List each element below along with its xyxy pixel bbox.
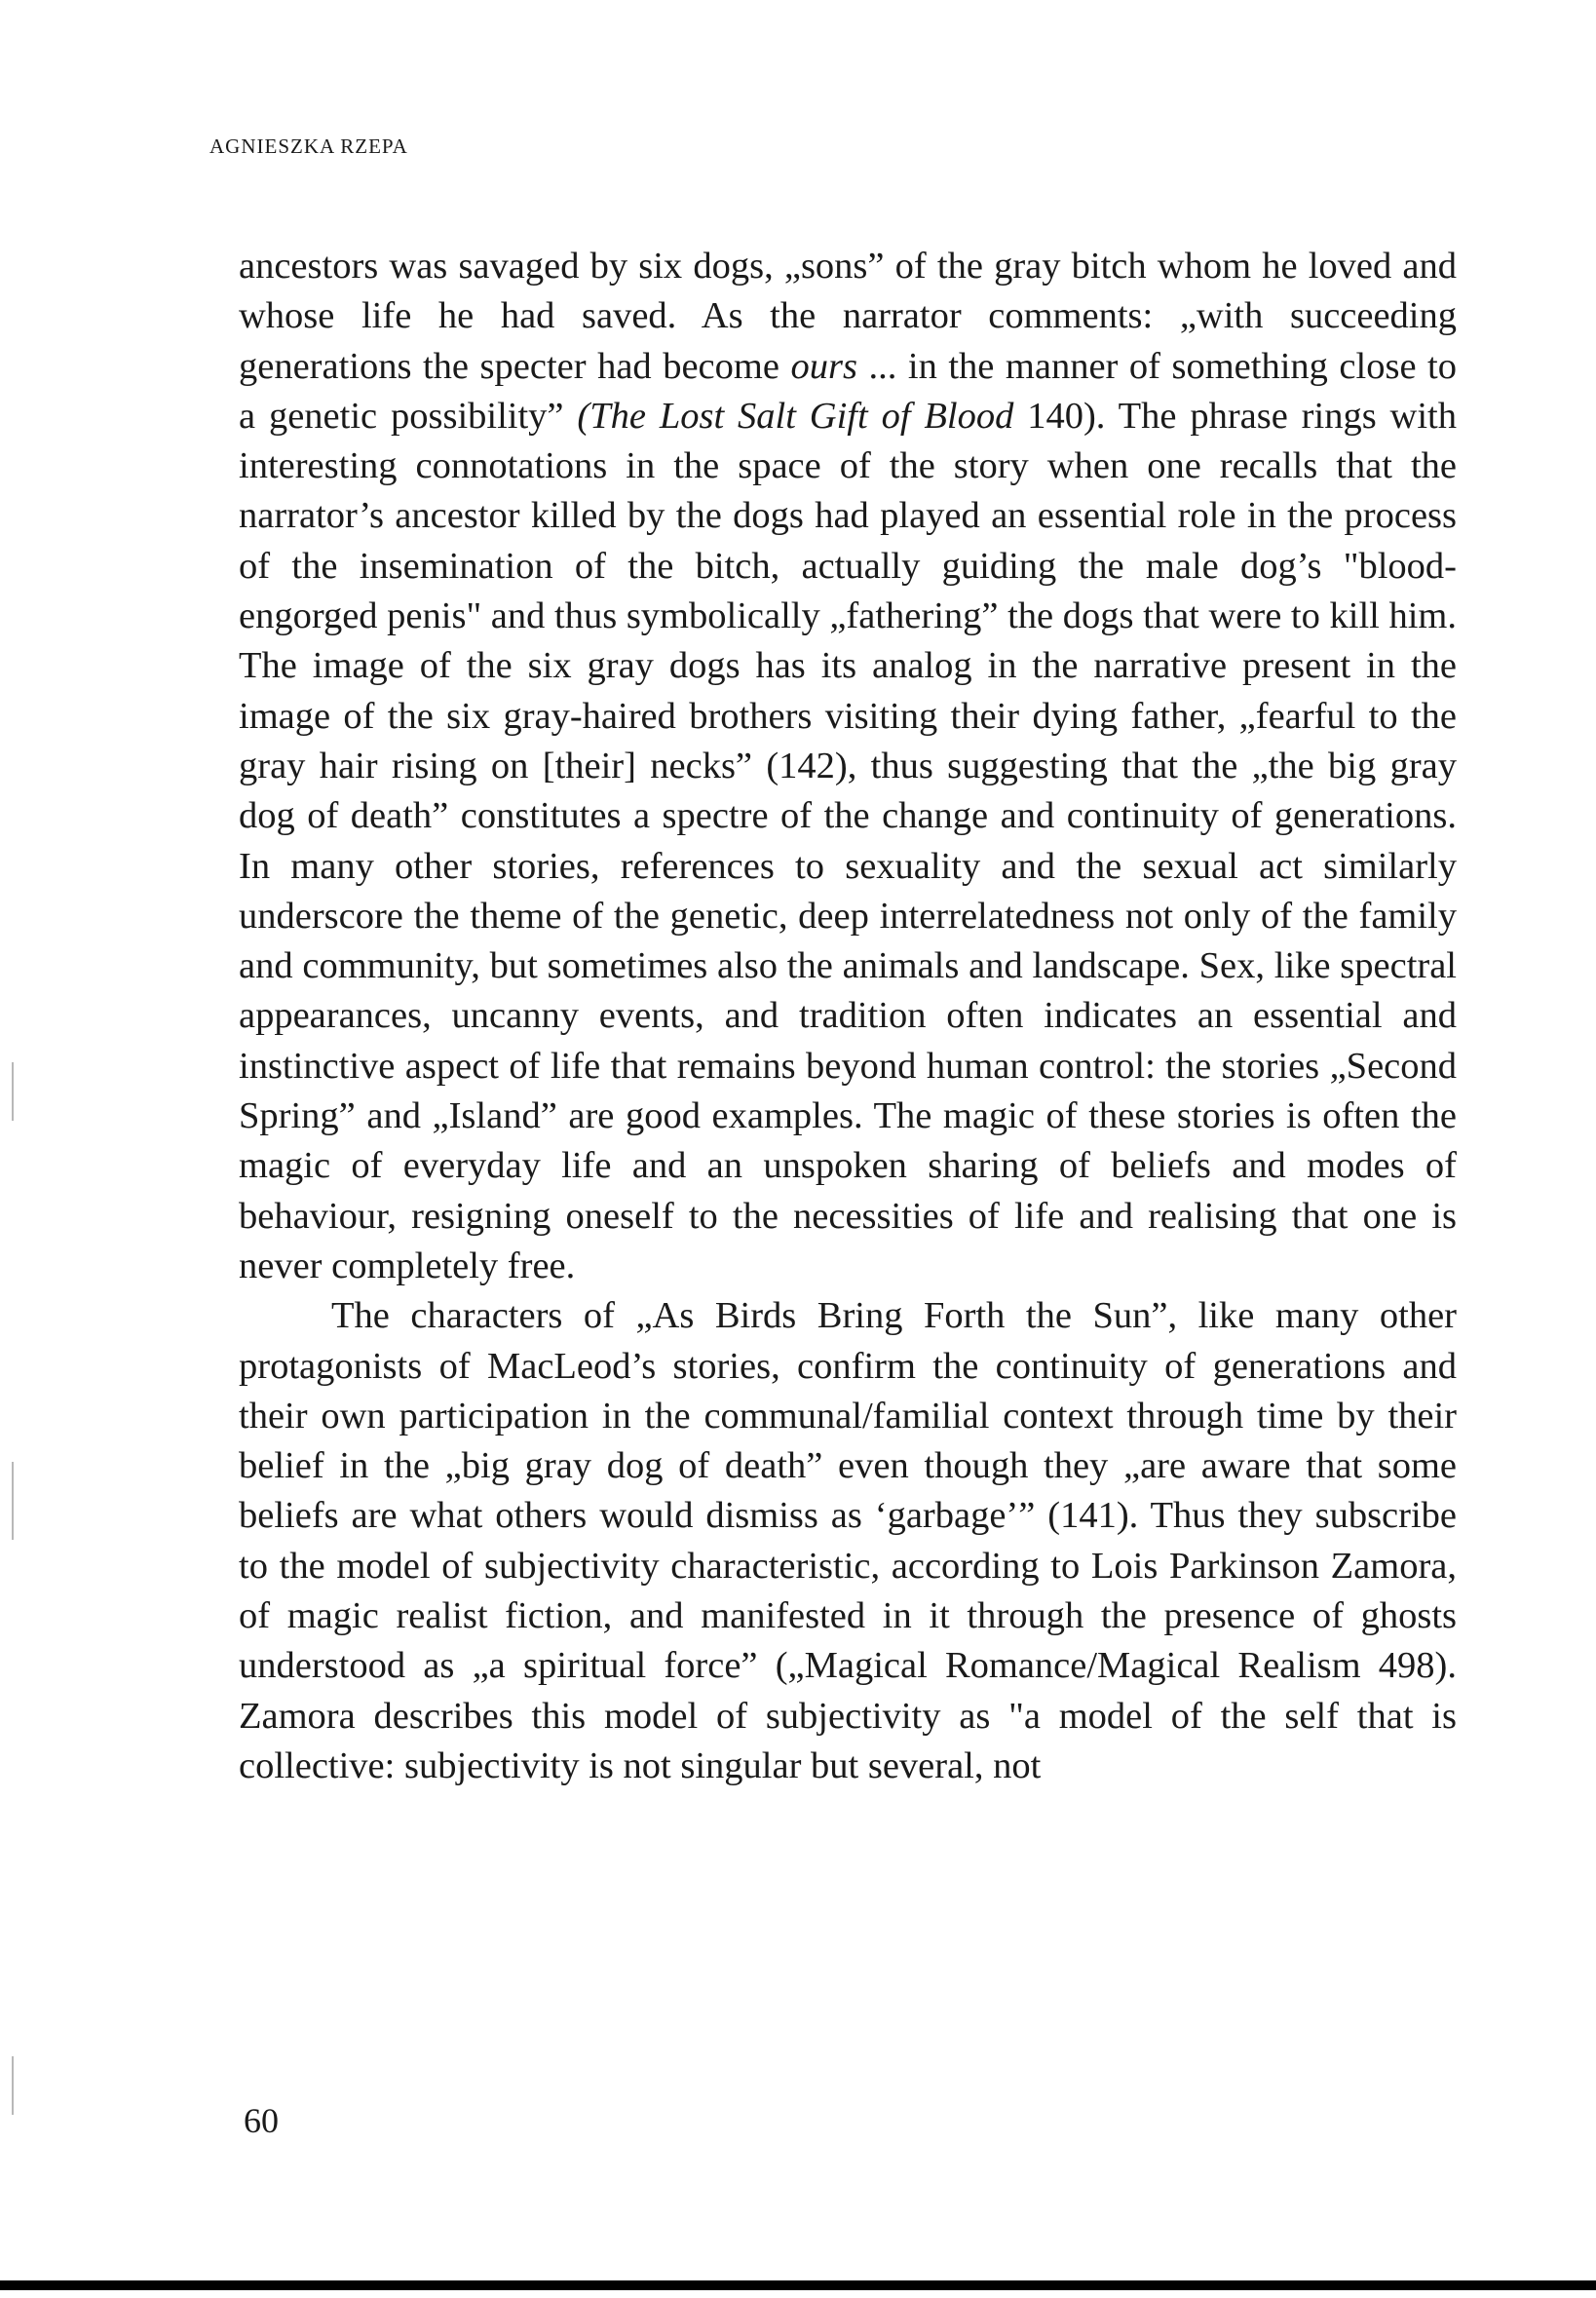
running-head-author: AGNIESZKA RZEPA xyxy=(209,134,408,158)
paragraph-1-segment: ... in the manner of something close to a genetic possibility” xyxy=(239,345,1458,437)
scan-margin-mark xyxy=(12,1462,14,1540)
scan-margin-mark xyxy=(12,1062,14,1121)
paragraph-1-segment: ancestors was savaged by six dogs, „sons” of the gray bitch whom he loved and whose life he had saved. As the narrator comments: „with succeeding generations the specter had become xyxy=(239,246,1457,387)
paragraph-2-segment: The characters of „As Birds Bring Forth the Sun”, like many other protagonists of MacLeod’s stories, confirm the continuity of generations and their own participation in the communal/familial context through time by their belief in the „big gray dog of death” even though they „are aware that some beliefs are what others would dismiss as ‘garbage’” (141). Thus they subscribe to the model of subjectivity characteristic, according to Lois Parkinson Zamora, of magic realist fiction, and manifested in it through the presence of ghosts understood as „a spiritual force” („Magical Romance/Magical Realism 498). Zamora describes this model of subjectivity as "a model of the self that is collective: subjectivity is not singular but several, not xyxy=(239,1295,1457,1786)
book-title-citation: (The Lost Salt Gift of Blood xyxy=(577,395,1014,437)
paragraph-1-segment: 140). The phrase rings with interesting connotations in the space of the story when one recalls that the narrator’s ancestor killed by the dogs had played an essential role in the process of the insemination of the bitch, actually guiding the male dog’s "blood-engorged penis" and thus symbolically „fathering” the dogs that were to kill him. The image of the six gray dogs has its analog in the narrative present in the image of the six gray-haired brothers visiting their dying father, „fearful to the gray hair rising on [their] necks” (142), thus suggesting that the „the big gray dog of death” constitutes a spectre of the change and continuity of generations. In many other stories, references to sexuality and the sexual act similarly underscore the theme of the genetic, deep interrelatedness not only of the family and community, but sometimes also the animals and landscape. Sex, like spectral appearances, uncanny events, and tradition often indicates an essential and instinctive aspect of life that remains beyond human control: the stories „Second Spring” and „Island” are good examples. The magic of these stories is often the magic of everyday life and an unspoken sharing of beliefs and modes of behaviour, resigning oneself to the necessities of life and realising that one is never completely free. xyxy=(239,395,1457,1286)
paragraph-2 xyxy=(239,1291,1457,1791)
paragraph-1 xyxy=(239,242,1457,1291)
page-number: 60 xyxy=(244,2101,279,2140)
bottom-scan-edge xyxy=(0,2280,1596,2290)
body-text xyxy=(239,242,1457,1791)
scan-margin-mark xyxy=(12,2056,14,2115)
italic-emphasis-ours: ours xyxy=(790,345,857,387)
